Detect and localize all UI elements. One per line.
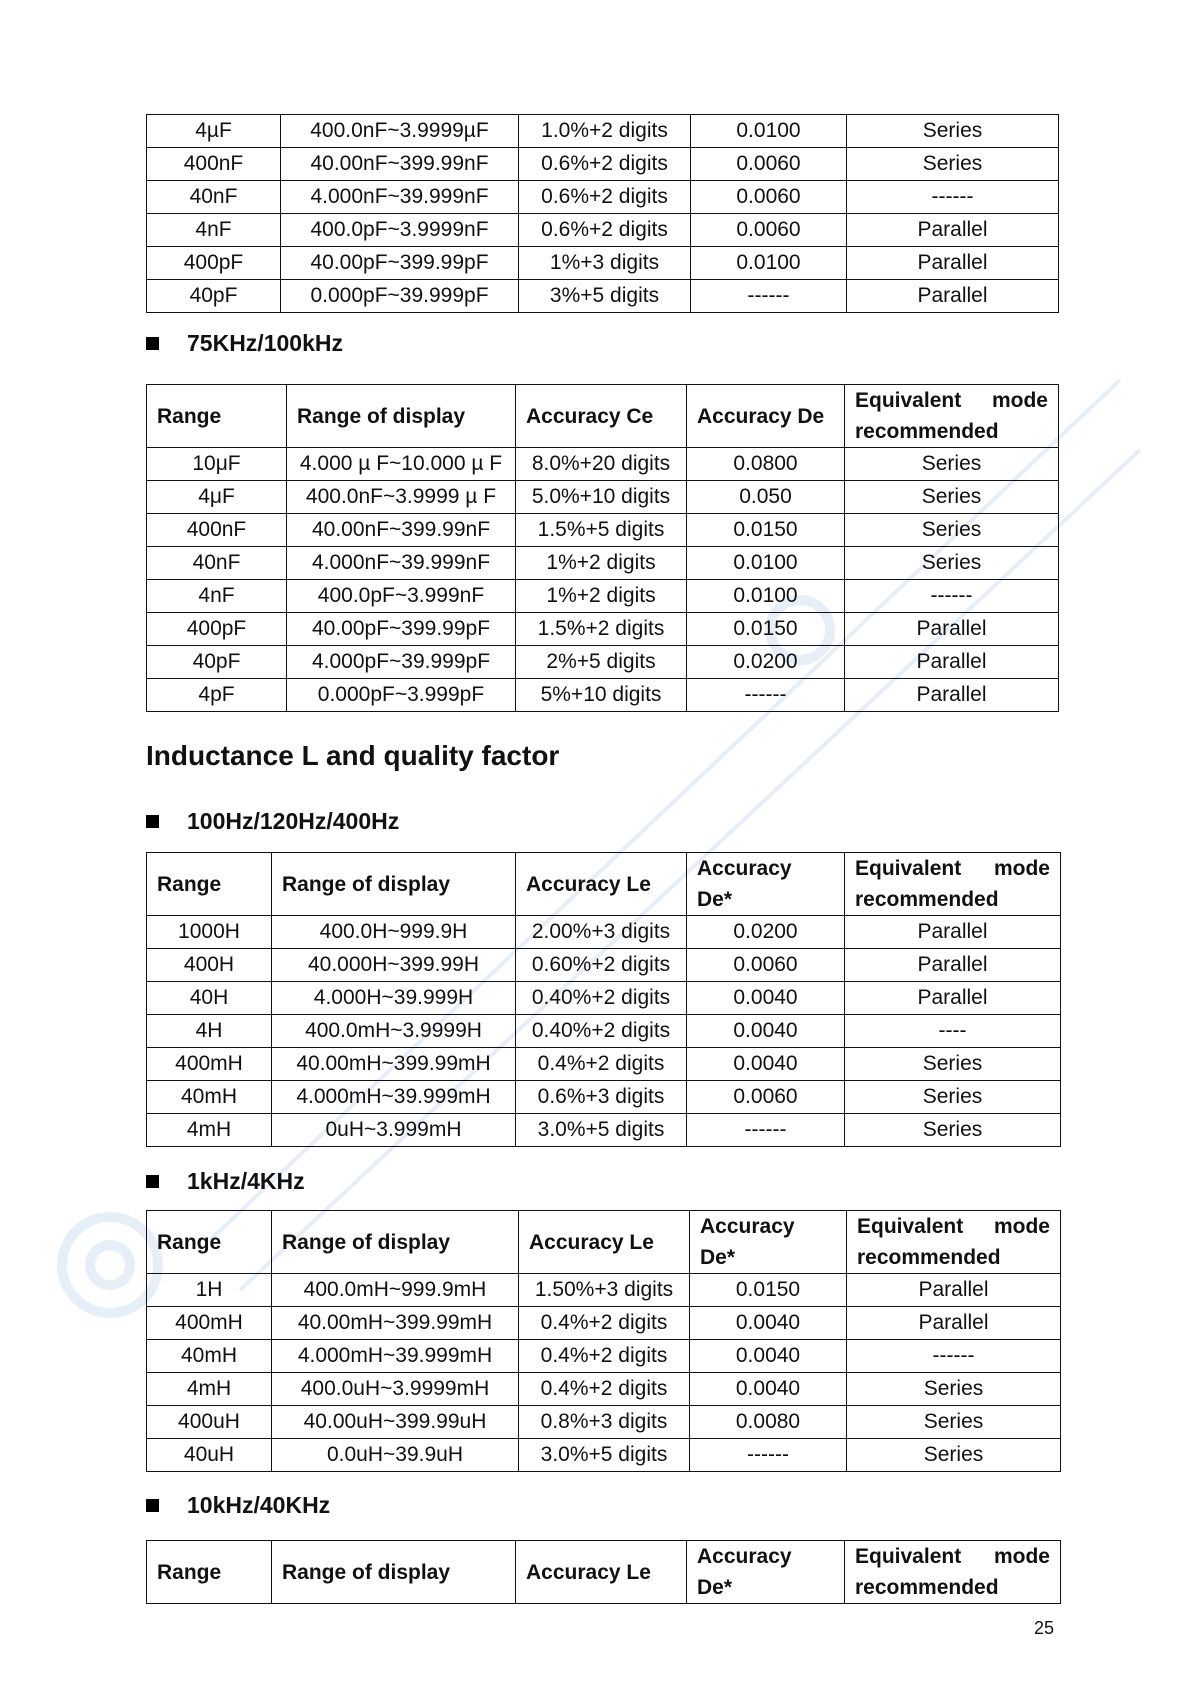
table-row <box>147 1048 1061 1081</box>
cell-equivalent-mode: Parallel <box>847 214 1059 247</box>
cell-accuracy-de: 0.0040 <box>690 1373 847 1406</box>
cell-range-of-display: 40.00pF~399.99pF <box>287 613 516 646</box>
cell-range: 400pF <box>147 247 281 280</box>
cell-accuracy: 0.40%+2 digits <box>516 982 687 1015</box>
cell-range-of-display: 0.000pF~3.999pF <box>287 679 516 712</box>
cell-range: 400nF <box>147 148 281 181</box>
capacitance-table-continued <box>146 114 1059 313</box>
cell-range: 400mH <box>147 1307 272 1340</box>
cell-range-of-display: 4.000H~39.999H <box>272 982 516 1015</box>
header-accuracy-le: Accuracy Le <box>516 853 687 916</box>
header-equivalent-mode: Equivalent mode recommended <box>847 1211 1061 1274</box>
cell-accuracy: 1%+2 digits <box>516 547 687 580</box>
table-row <box>147 1081 1061 1114</box>
header-accuracy-de: Accuracy De* <box>687 1541 845 1604</box>
cell-equivalent-mode: Series <box>847 1406 1061 1439</box>
header-accuracy-de: Accuracy De* <box>687 853 845 916</box>
table-row <box>147 646 1059 679</box>
cell-range-of-display: 40.00pF~399.99pF <box>281 247 519 280</box>
cell-accuracy-de: 0.0060 <box>687 1081 845 1114</box>
cell-accuracy-de: 0.0100 <box>691 247 847 280</box>
header-range: Range <box>147 1541 272 1604</box>
table-row <box>147 547 1059 580</box>
cell-range: 4µF <box>147 115 281 148</box>
table-row <box>147 148 1059 181</box>
header-equivalent-mode-line: Equivalent mode <box>855 389 1048 412</box>
cell-accuracy-de: ------ <box>687 1114 845 1147</box>
cell-equivalent-mode: Parallel <box>847 1274 1061 1307</box>
cell-range-of-display: 0uH~3.999mH <box>272 1114 516 1147</box>
header-range: Range <box>147 853 272 916</box>
cell-equivalent-mode: Series <box>845 1048 1061 1081</box>
cell-equivalent-mode: Parallel <box>847 1307 1061 1340</box>
cell-range-of-display: 40.00nF~399.99nF <box>287 514 516 547</box>
cell-accuracy: 1%+3 digits <box>519 247 691 280</box>
table-row <box>147 1274 1061 1307</box>
header-recommended: recommended <box>857 1246 1001 1269</box>
cell-equivalent-mode: Series <box>845 1081 1061 1114</box>
cell-range-of-display: 400.0H~999.9H <box>272 916 516 949</box>
cell-range-of-display: 4.000mH~39.999mH <box>272 1081 516 1114</box>
cell-range-of-display: 0.000pF~39.999pF <box>281 280 519 313</box>
section-heading-text: 10kHz/40KHz <box>187 1492 331 1518</box>
cell-equivalent-mode: Series <box>847 148 1059 181</box>
cell-accuracy-de: 0.0040 <box>690 1307 847 1340</box>
cell-range-of-display: 4.000nF~39.999nF <box>287 547 516 580</box>
table-75khz <box>146 384 1059 712</box>
cell-accuracy-de: ------ <box>690 1439 847 1472</box>
cell-range: 40nF <box>147 547 287 580</box>
cell-range: 40pF <box>147 646 287 679</box>
cell-accuracy-de: 0.0800 <box>687 448 845 481</box>
cell-range-of-display: 400.0pF~3.9999nF <box>281 214 519 247</box>
table-row <box>147 514 1059 547</box>
table-row <box>147 613 1059 646</box>
cell-range-of-display: 40.00mH~399.99mH <box>272 1307 519 1340</box>
cell-range-of-display: 400.0nF~3.9999µF <box>281 115 519 148</box>
cell-range: 400nF <box>147 514 287 547</box>
table-row <box>147 1406 1061 1439</box>
section-title-inductance: Inductance L and quality factor <box>146 740 560 771</box>
cell-accuracy-de: 0.0060 <box>691 148 847 181</box>
cell-accuracy-de: 0.0060 <box>691 181 847 214</box>
table-row <box>147 1439 1061 1472</box>
cell-accuracy: 0.6%+2 digits <box>519 181 691 214</box>
bullet-square-icon <box>146 1175 159 1188</box>
table-row <box>147 247 1059 280</box>
cell-equivalent-mode: Series <box>845 481 1059 514</box>
cell-range-of-display: 40.00uH~399.99uH <box>272 1406 519 1439</box>
cell-accuracy: 0.6%+2 digits <box>519 214 691 247</box>
header-accuracy-de: Accuracy De <box>687 385 845 448</box>
cell-equivalent-mode: Parallel <box>845 679 1059 712</box>
cell-equivalent-mode: Parallel <box>845 949 1061 982</box>
cell-range: 40nF <box>147 181 281 214</box>
section-heading-1khz <box>146 1168 305 1195</box>
section-heading-75khz <box>146 330 343 357</box>
cell-range: 1H <box>147 1274 272 1307</box>
cell-range: 400H <box>147 949 272 982</box>
cell-accuracy: 0.40%+2 digits <box>516 1015 687 1048</box>
cell-accuracy: 3.0%+5 digits <box>516 1114 687 1147</box>
header-range-of-display: Range of display <box>272 1541 516 1604</box>
cell-range-of-display: 4.000 µ F~10.000 µ F <box>287 448 516 481</box>
cell-range-of-display: 4.000nF~39.999nF <box>281 181 519 214</box>
cell-range: 4μF <box>147 481 287 514</box>
table-100hz <box>146 852 1061 1147</box>
cell-range: 4pF <box>147 679 287 712</box>
page-number: 25 <box>1034 1618 1055 1638</box>
table-row <box>147 949 1061 982</box>
cell-accuracy-de: 0.0150 <box>687 613 845 646</box>
cell-range: 40mH <box>147 1081 272 1114</box>
cell-accuracy-de: ------ <box>687 679 845 712</box>
table-row <box>147 181 1059 214</box>
cell-equivalent-mode: Series <box>845 514 1059 547</box>
cell-equivalent-mode: ---- <box>845 1015 1061 1048</box>
cell-range: 4H <box>147 1015 272 1048</box>
cell-equivalent-mode: Series <box>847 115 1059 148</box>
header-equivalent-mode <box>845 385 1059 448</box>
cell-accuracy: 5%+10 digits <box>516 679 687 712</box>
table-row <box>147 280 1059 313</box>
header-recommended: recommended <box>855 1576 999 1599</box>
cell-range-of-display: 4.000pF~39.999pF <box>287 646 516 679</box>
section-heading-100hz <box>146 808 399 835</box>
table-row <box>147 916 1061 949</box>
table-row <box>147 1340 1061 1373</box>
cell-accuracy: 1%+2 digits <box>516 580 687 613</box>
table-header-row <box>147 1211 1061 1274</box>
cell-accuracy-de: 0.0060 <box>687 949 845 982</box>
section-heading-10khz <box>146 1492 330 1519</box>
cell-range-of-display: 0.0uH~39.9uH <box>272 1439 519 1472</box>
header-range-of-display: Range of display <box>287 385 516 448</box>
table-row <box>147 115 1059 148</box>
table-row <box>147 580 1059 613</box>
cell-equivalent-mode: Series <box>845 448 1059 481</box>
table-row <box>147 1114 1061 1147</box>
table-1khz <box>146 1210 1061 1472</box>
header-recommended: recommended <box>855 420 999 443</box>
table-row <box>147 1307 1061 1340</box>
cell-accuracy: 3%+5 digits <box>519 280 691 313</box>
cell-accuracy: 0.4%+2 digits <box>519 1373 690 1406</box>
cell-range: 1000H <box>147 916 272 949</box>
table-row <box>147 448 1059 481</box>
header-accuracy-le: Accuracy Le <box>519 1211 690 1274</box>
table-row <box>147 982 1061 1015</box>
cell-accuracy: 0.60%+2 digits <box>516 949 687 982</box>
cell-range: 400mH <box>147 1048 272 1081</box>
cell-accuracy: 0.6%+2 digits <box>519 148 691 181</box>
cell-range: 4mH <box>147 1373 272 1406</box>
cell-range-of-display: 400.0mH~999.9mH <box>272 1274 519 1307</box>
cell-equivalent-mode: Parallel <box>847 280 1059 313</box>
cell-accuracy-de: 0.0060 <box>691 214 847 247</box>
cell-accuracy: 2.00%+3 digits <box>516 916 687 949</box>
cell-accuracy: 5.0%+10 digits <box>516 481 687 514</box>
cell-equivalent-mode: ------ <box>847 181 1059 214</box>
cell-accuracy-de: ------ <box>691 280 847 313</box>
cell-accuracy-de: 0.0150 <box>690 1274 847 1307</box>
cell-equivalent-mode: Parallel <box>845 646 1059 679</box>
header-accuracy-le: Accuracy Le <box>516 1541 687 1604</box>
table-row <box>147 1373 1061 1406</box>
header-recommended: recommended <box>855 888 999 911</box>
cell-accuracy: 1.0%+2 digits <box>519 115 691 148</box>
cell-accuracy-de: 0.0040 <box>687 1015 845 1048</box>
header-range-of-display: Range of display <box>272 1211 519 1274</box>
cell-equivalent-mode: Series <box>845 547 1059 580</box>
cell-range: 40mH <box>147 1340 272 1373</box>
cell-range: 4mH <box>147 1114 272 1147</box>
cell-range-of-display: 400.0mH~3.9999H <box>272 1015 516 1048</box>
cell-accuracy-de: 0.0080 <box>690 1406 847 1439</box>
cell-range: 400pF <box>147 613 287 646</box>
section-heading-text: 1kHz/4KHz <box>187 1168 305 1194</box>
cell-accuracy-de: 0.0200 <box>687 646 845 679</box>
cell-accuracy-de: 0.0100 <box>691 115 847 148</box>
header-range: Range <box>147 385 287 448</box>
cell-range-of-display: 40.00mH~399.99mH <box>272 1048 516 1081</box>
cell-range-of-display: 400.0pF~3.999nF <box>287 580 516 613</box>
cell-accuracy-de: 0.0040 <box>687 1048 845 1081</box>
cell-range-of-display: 40.00nF~399.99nF <box>281 148 519 181</box>
cell-equivalent-mode: Series <box>847 1373 1061 1406</box>
bullet-square-icon <box>146 1499 159 1512</box>
cell-accuracy-de: 0.0100 <box>687 580 845 613</box>
table-header-row <box>147 853 1061 916</box>
bullet-square-icon <box>146 815 159 828</box>
section-heading-text: 100Hz/120Hz/400Hz <box>187 808 400 834</box>
header-range: Range <box>147 1211 272 1274</box>
cell-accuracy: 0.6%+3 digits <box>516 1081 687 1114</box>
header-equivalent-mode: Equivalent mode recommended <box>845 1541 1061 1604</box>
cell-equivalent-mode: Series <box>847 1439 1061 1472</box>
cell-range: 10μF <box>147 448 287 481</box>
cell-equivalent-mode: Parallel <box>845 916 1061 949</box>
cell-equivalent-mode: Parallel <box>847 247 1059 280</box>
table-row <box>147 679 1059 712</box>
cell-range: 4nF <box>147 214 281 247</box>
cell-range-of-display: 400.0nF~3.9999 µ F <box>287 481 516 514</box>
cell-equivalent-mode: Parallel <box>845 982 1061 1015</box>
cell-accuracy-de: 0.050 <box>687 481 845 514</box>
section-heading-text: 75KHz/100kHz <box>187 330 343 356</box>
cell-range: 40H <box>147 982 272 1015</box>
cell-accuracy: 2%+5 digits <box>516 646 687 679</box>
cell-accuracy: 8.0%+20 digits <box>516 448 687 481</box>
table-header-row <box>147 1541 1061 1604</box>
cell-accuracy: 1.5%+2 digits <box>516 613 687 646</box>
cell-accuracy: 1.50%+3 digits <box>519 1274 690 1307</box>
cell-accuracy: 0.8%+3 digits <box>519 1406 690 1439</box>
cell-range: 40uH <box>147 1439 272 1472</box>
cell-accuracy: 3.0%+5 digits <box>519 1439 690 1472</box>
cell-accuracy-de: 0.0150 <box>687 514 845 547</box>
cell-accuracy: 0.4%+2 digits <box>519 1340 690 1373</box>
cell-range: 400uH <box>147 1406 272 1439</box>
cell-accuracy: 0.4%+2 digits <box>519 1307 690 1340</box>
header-equivalent-mode: Equivalent mode recommended <box>845 853 1061 916</box>
cell-equivalent-mode: Parallel <box>845 613 1059 646</box>
cell-accuracy-de: 0.0100 <box>687 547 845 580</box>
cell-accuracy-de: 0.0200 <box>687 916 845 949</box>
header-accuracy-ce: Accuracy Ce <box>516 385 687 448</box>
table-row <box>147 1015 1061 1048</box>
cell-range-of-display: 40.000H~399.99H <box>272 949 516 982</box>
header-accuracy-de: Accuracy De* <box>690 1211 847 1274</box>
header-range-of-display: Range of display <box>272 853 516 916</box>
cell-accuracy: 1.5%+5 digits <box>516 514 687 547</box>
cell-equivalent-mode: ------ <box>847 1340 1061 1373</box>
cell-range-of-display: 400.0uH~3.9999mH <box>272 1373 519 1406</box>
cell-accuracy: 0.4%+2 digits <box>516 1048 687 1081</box>
bullet-square-icon <box>146 337 159 350</box>
cell-accuracy-de: 0.0040 <box>687 982 845 1015</box>
table-row <box>147 214 1059 247</box>
cell-range: 4nF <box>147 580 287 613</box>
table-10khz <box>146 1540 1061 1604</box>
cell-equivalent-mode: ------ <box>845 580 1059 613</box>
table-row <box>147 481 1059 514</box>
cell-accuracy-de: 0.0040 <box>690 1340 847 1373</box>
cell-equivalent-mode: Series <box>845 1114 1061 1147</box>
cell-range-of-display: 4.000mH~39.999mH <box>272 1340 519 1373</box>
table-header-row <box>147 385 1059 448</box>
cell-range: 40pF <box>147 280 281 313</box>
